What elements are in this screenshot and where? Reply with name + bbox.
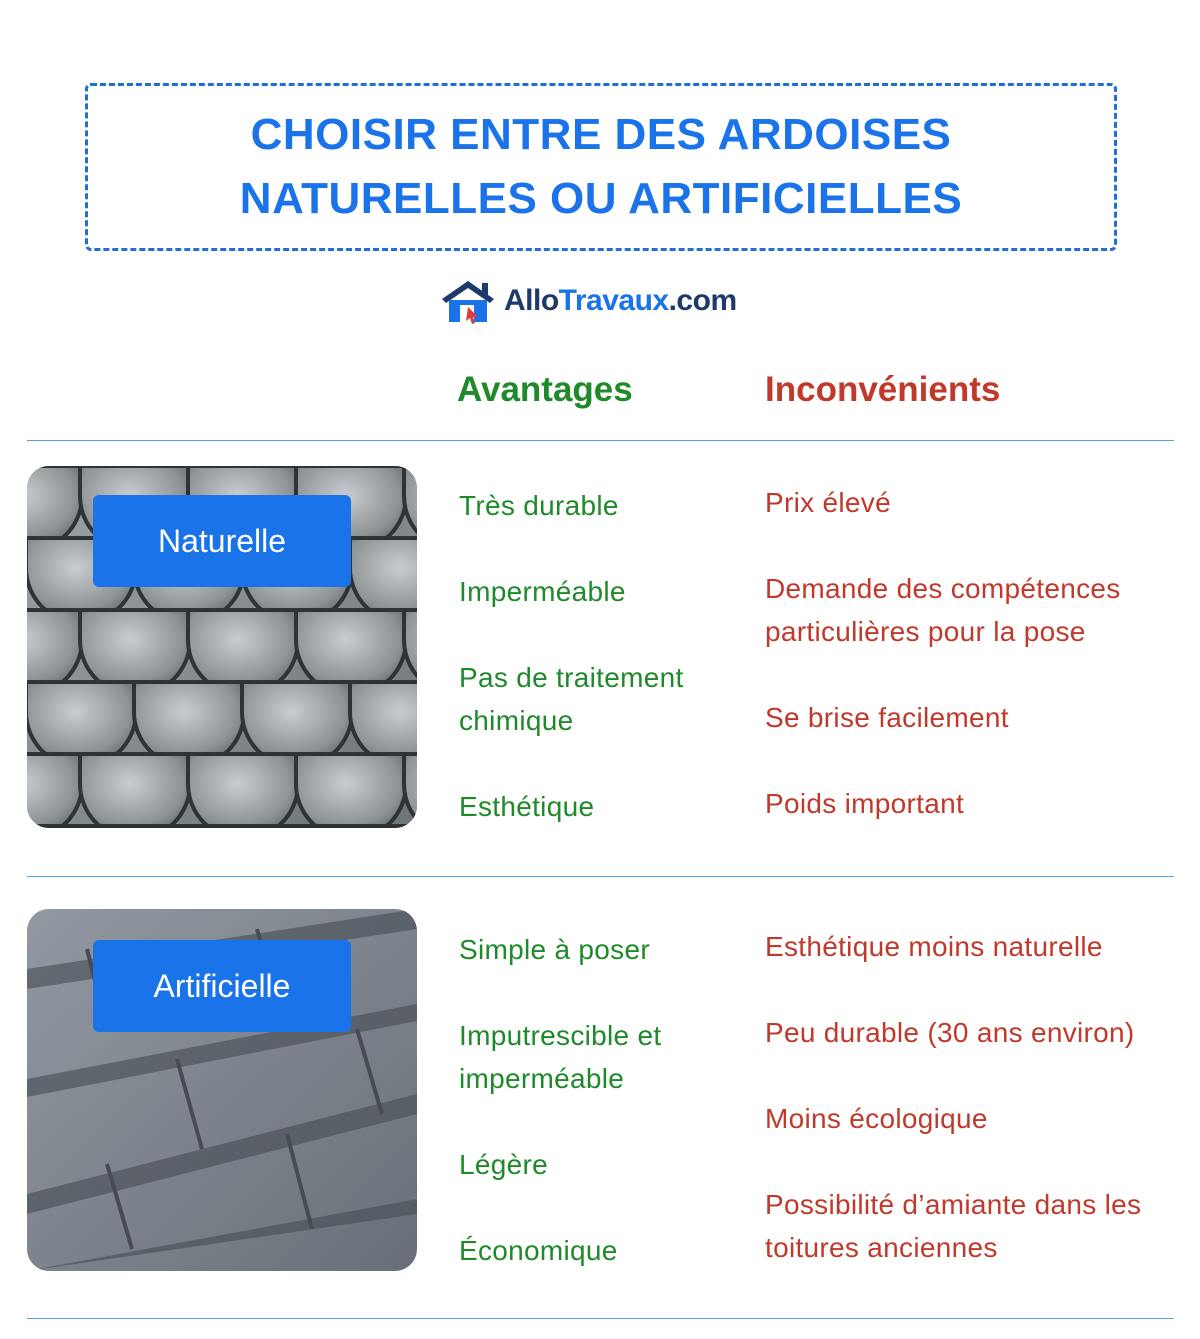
advantage-item: Imputrescible et imperméable [459, 1020, 662, 1094]
advantage-item: Imperméable [459, 576, 626, 607]
column-header-advantages: Avantages [457, 370, 633, 409]
advantage-item: Très durable [459, 490, 619, 521]
title-line-2: NATURELLES OU ARTIFICIELLES [239, 174, 963, 223]
title-box [85, 83, 1117, 251]
advantage-item: Légère [459, 1149, 548, 1180]
disadvantage-item: Prix élevé [765, 487, 891, 518]
brand-part-2: Travaux [558, 284, 669, 317]
disadvantage-item: Demande des compétences particulières pour la pose [765, 573, 1121, 647]
house-logo-icon [438, 277, 498, 325]
brand-part-1: Allo [504, 284, 559, 317]
divider [27, 1318, 1174, 1319]
disadvantage-item: Se brise facilement [765, 702, 1009, 733]
advantage-item: Économique [459, 1235, 618, 1266]
disadvantage-item: Esthétique moins naturelle [765, 931, 1103, 962]
disadvantage-item: Poids important [765, 788, 965, 819]
label-badge-naturelle: Naturelle [93, 495, 351, 587]
advantage-item: Pas de traitement chimique [459, 662, 684, 736]
brand-name [504, 284, 737, 318]
label-badge-artificielle: Artificielle [93, 940, 351, 1032]
divider [27, 440, 1174, 441]
disadvantage-item: Moins écologique [765, 1103, 988, 1134]
brand-part-3: .com [668, 284, 737, 317]
divider [27, 876, 1174, 877]
disadvantage-item: Peu durable (30 ans environ) [765, 1017, 1135, 1048]
column-header-disadvantages: Inconvénients [765, 370, 1001, 409]
advantage-item: Esthétique [459, 791, 595, 822]
disadvantage-item: Possibilité d’amiante dans les toitures anciennes [765, 1189, 1142, 1263]
advantage-item: Simple à poser [459, 934, 650, 965]
brand-logo[interactable] [438, 276, 737, 326]
title-line-1: CHOISIR ENTRE DES ARDOISES [250, 110, 952, 159]
